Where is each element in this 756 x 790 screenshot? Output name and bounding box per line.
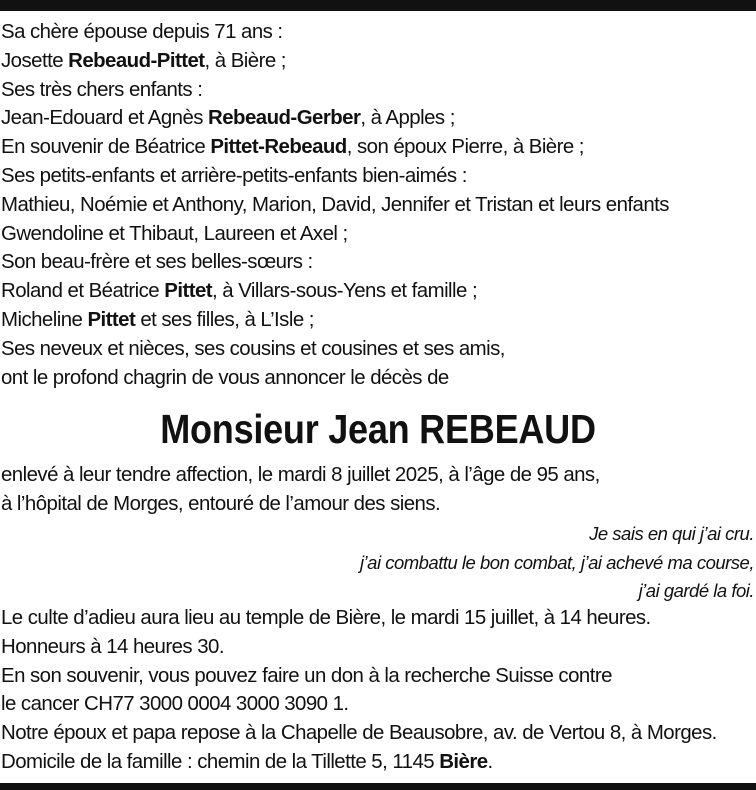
text-run: , à Apples ; <box>360 106 455 130</box>
notice-line <box>1 461 753 490</box>
mourner-line <box>1 335 753 364</box>
mourner-line <box>1 248 753 277</box>
arrangement-line <box>1 690 753 719</box>
surname-bold: Pittet-Rebeaud <box>210 135 347 159</box>
death-notice-text <box>1 461 756 519</box>
notice-line <box>1 490 753 519</box>
quote-line: j’ai combattu le bon combat, j’ai achevé ma course, <box>359 551 754 573</box>
text-run: Jean-Edouard et Agnès <box>1 106 209 130</box>
funeral-arrangements <box>1 604 756 777</box>
mourner-line <box>1 18 753 47</box>
text-run: Ses très chers enfants : <box>1 77 203 101</box>
mourner-line <box>1 277 753 306</box>
text-run: ont le profond chagrin de vous annoncer le décès de <box>1 365 449 389</box>
surname-bold: Pittet <box>164 279 213 303</box>
text-run: et ses filles, à L’Isle ; <box>135 307 314 331</box>
text-run: Sa chère épouse depuis 71 ans : <box>1 20 283 43</box>
mourner-line <box>1 76 753 105</box>
surname-bold: Bière <box>439 749 488 773</box>
mourner-line <box>1 47 753 76</box>
arrangement-line <box>1 662 753 691</box>
text-run: , à Bière ; <box>204 48 286 72</box>
text-run: , son époux Pierre, à Bière ; <box>346 135 584 159</box>
text-run: , à Villars-sous-Yens et famille ; <box>212 279 478 303</box>
text-run: enlevé à leur tendre affection, le mardi 8 juillet 2025, à l’âge de 95 ans, <box>1 463 600 486</box>
arrangement-line <box>1 604 753 633</box>
text-run: Josette <box>1 48 69 72</box>
mourner-line <box>1 364 753 393</box>
mourner-line <box>1 220 753 249</box>
surname-bold: Rebeaud-Gerber <box>208 106 361 130</box>
text-run: En souvenir de Béatrice <box>1 135 211 159</box>
mourners-list <box>1 18 756 392</box>
arrangement-line <box>1 633 753 662</box>
text-run: Ses petits-enfants et arrière-petits-enfants bien-aimés : <box>1 163 467 187</box>
mourner-line <box>1 133 753 162</box>
deceased-name: Monsieur Jean REBEAUD <box>160 406 596 452</box>
top-border-rule <box>0 0 756 11</box>
surname-bold: Pittet <box>87 307 136 331</box>
text-run: à l’hôpital de Morges, entouré de l’amour des siens. <box>1 491 441 515</box>
text-run: Le culte d’adieu aura lieu au temple de Bière, le mardi 15 juillet, à 14 heures. <box>1 606 651 629</box>
text-run: Gwendoline et Thibaut, Laureen et Axel ; <box>1 221 348 245</box>
text-run: Notre époux et papa repose à la Chapelle de Beausobre, av. de Vertou 8, à Morges. <box>1 721 717 745</box>
mourner-line <box>1 306 753 335</box>
text-run: Micheline <box>1 307 88 331</box>
text-run: Mathieu, Noémie et Anthony, Marion, David, Jennifer et Tristan et leurs enfants <box>1 192 669 216</box>
quote-line: Je sais en qui j’ai cru. <box>589 523 754 544</box>
mourner-line <box>1 162 753 191</box>
scripture-quote <box>360 520 754 606</box>
text-run: Honneurs à 14 heures 30. <box>1 634 224 658</box>
mourner-line <box>1 104 753 133</box>
text-run: Ses neveux et nièces, ses cousins et cousines et ses amis, <box>1 336 505 360</box>
text-run: le cancer CH77 3000 0004 3000 3090 1. <box>1 692 349 716</box>
arrangement-line <box>1 719 753 748</box>
arrangement-line <box>1 748 753 777</box>
text-run: En son souvenir, vous pouvez faire un don à la recherche Suisse contre <box>1 663 612 687</box>
mourner-line <box>1 191 753 220</box>
quote-line: j’ai gardé la foi. <box>638 580 754 601</box>
text-run: . <box>487 749 493 773</box>
text-run: Son beau-frère et ses belles-sœurs : <box>1 250 313 274</box>
surname-bold: Rebeaud-Pittet <box>68 48 205 72</box>
text-run: Domicile de la famille : chemin de la Tillette 5, 1145 <box>1 749 440 773</box>
text-run: Roland et Béatrice <box>1 279 165 303</box>
bottom-border-rule <box>0 783 756 790</box>
